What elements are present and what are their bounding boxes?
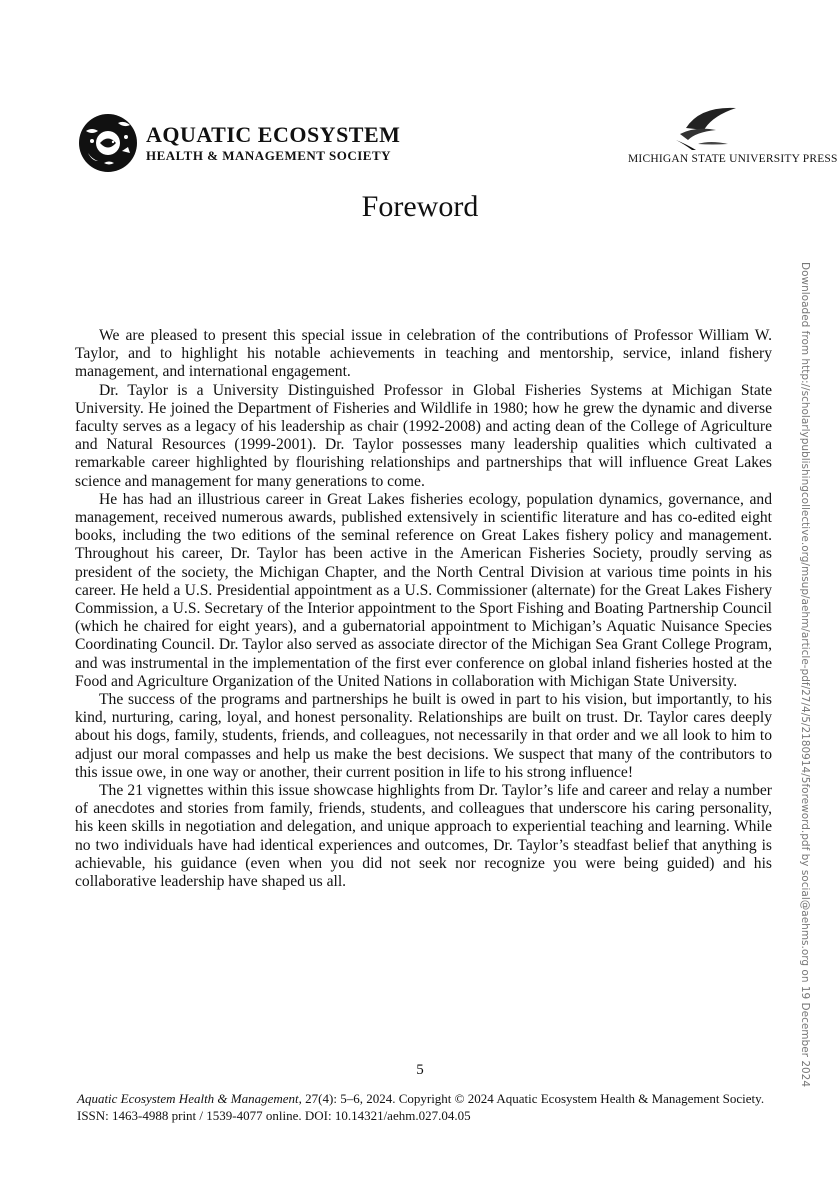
download-note <box>797 262 812 1088</box>
society-subtitle: HEALTH & MANAGEMENT SOCIETY <box>146 148 392 164</box>
paragraph: He has had an illustrious career in Great Lakes fisheries ecology, population dynamics, governance, and management, received numerous awards, published extensively in scientific literature and has co-edited eight books, including the two editions of the seminal reference on Great Lakes fishery policy and management. Throughout his career, Dr. Taylor has been active in the American Fisheries Society, proudly serving as president of the society, the Michigan Chapter, and the North Central Division at various time points in his career. He held a U.S. Presidential appointment as a U.S. Commissioner (alternate) for the Great Lakes Fishery Commission, a U.S. Secretary of the Interior appointment to the Sport Fishing and Boating Partnership Council (which he chaired for eight years), and a gubernatorial appointment to Michigan’s Aquatic Nuisance Species Coordinating Council. Dr. Taylor also served as associate director of the Michigan Sea Grant College Program, and was instrumental in the implementation of the first ever conference on global inland fisheries hosted at the Food and Agriculture Organization of the United Nations in collaboration with Michigan State University. <box>75 490 772 690</box>
msu-press-logo <box>628 100 838 165</box>
paragraph: We are pleased to present this special issue in celebration of the contributions of Professor William W. Taylor, and to highlight his notable achievements in teaching and mentorship, service, inland fishery management, and international engagement. <box>75 327 772 381</box>
footer-issn-doi: ISSN: 1463-4988 print / 1539-4077 online. DOI: 10.14321/aehm.027.04.05 <box>77 1108 471 1123</box>
download-note-text: Downloaded from http://scholarlypublishingcollective.org/msup/aehm/article-pdf/27/4/5/2180914/5foreword.pdf by social@aehms.org on 19 December 2024 <box>799 262 811 1088</box>
paragraph: Dr. Taylor is a University Distinguished Professor in Global Fisheries Systems at Michigan State University. He joined the Department of Fisheries and Wildlife in 1980; how he grew the dynamic and diverse faculty serves as a legacy of his leadership as chair (1992-2008) and acting dean of the College of Agriculture and Natural Resources (1999-2001). Dr. Taylor possesses many leadership qualities which cultivated a remarkable career highlighted by flourishing relationships and partnerships that will influence Great Lakes science and management for many generations to come. <box>75 381 772 490</box>
citation-details: , 27(4): 5–6, 2024. Copyright © 2024 Aquatic Ecosystem Health & Management Society. <box>298 1091 765 1106</box>
paragraph: The success of the programs and partnerships he built is owed in part to his vision, but importantly, to his kind, nurturing, caring, loyal, and honest personality. Relationships are built on trust. Dr. Taylor cares deeply about his dogs, family, students, friends, and colleagues, not necessarily in that order and we all look to him to adjust our moral compasses and help us make the best decisions. We suspect that many of the contributors to this issue owe, in one way or another, their current position in life to his strong influence! <box>75 691 772 781</box>
journal-name: Aquatic Ecosystem Health & Management <box>77 1091 299 1106</box>
aehms-emblem-icon <box>78 113 138 173</box>
society-title: AQUATIC ECOSYSTEM <box>146 122 401 148</box>
article-title: Foreword <box>361 190 479 223</box>
aehms-logo <box>78 113 400 173</box>
footer-citation <box>77 1090 777 1124</box>
msu-press-bird-icon <box>658 100 748 150</box>
article-body <box>75 327 772 891</box>
paragraph: The 21 vignettes within this issue showcase highlights from Dr. Taylor’s life and career and relay a number of anecdotes and stories from family, friends, students, and colleagues that underscore his caring personality, his keen skills in negotiation and delegation, and unique approach to experiential teaching and learning. While no two individuals have had identical experiences and outcomes, Dr. Taylor’s steadfast belief that anything is achievable, his guidance (even when you did not seek nor recognize you were being guided) and his collaborative leadership have shaped us all. <box>75 782 772 891</box>
footer-line-1 <box>77 1090 777 1107</box>
page-number: 5 <box>416 1062 424 1078</box>
publisher-name: MICHIGAN STATE UNIVERSITY PRESS <box>628 153 838 165</box>
